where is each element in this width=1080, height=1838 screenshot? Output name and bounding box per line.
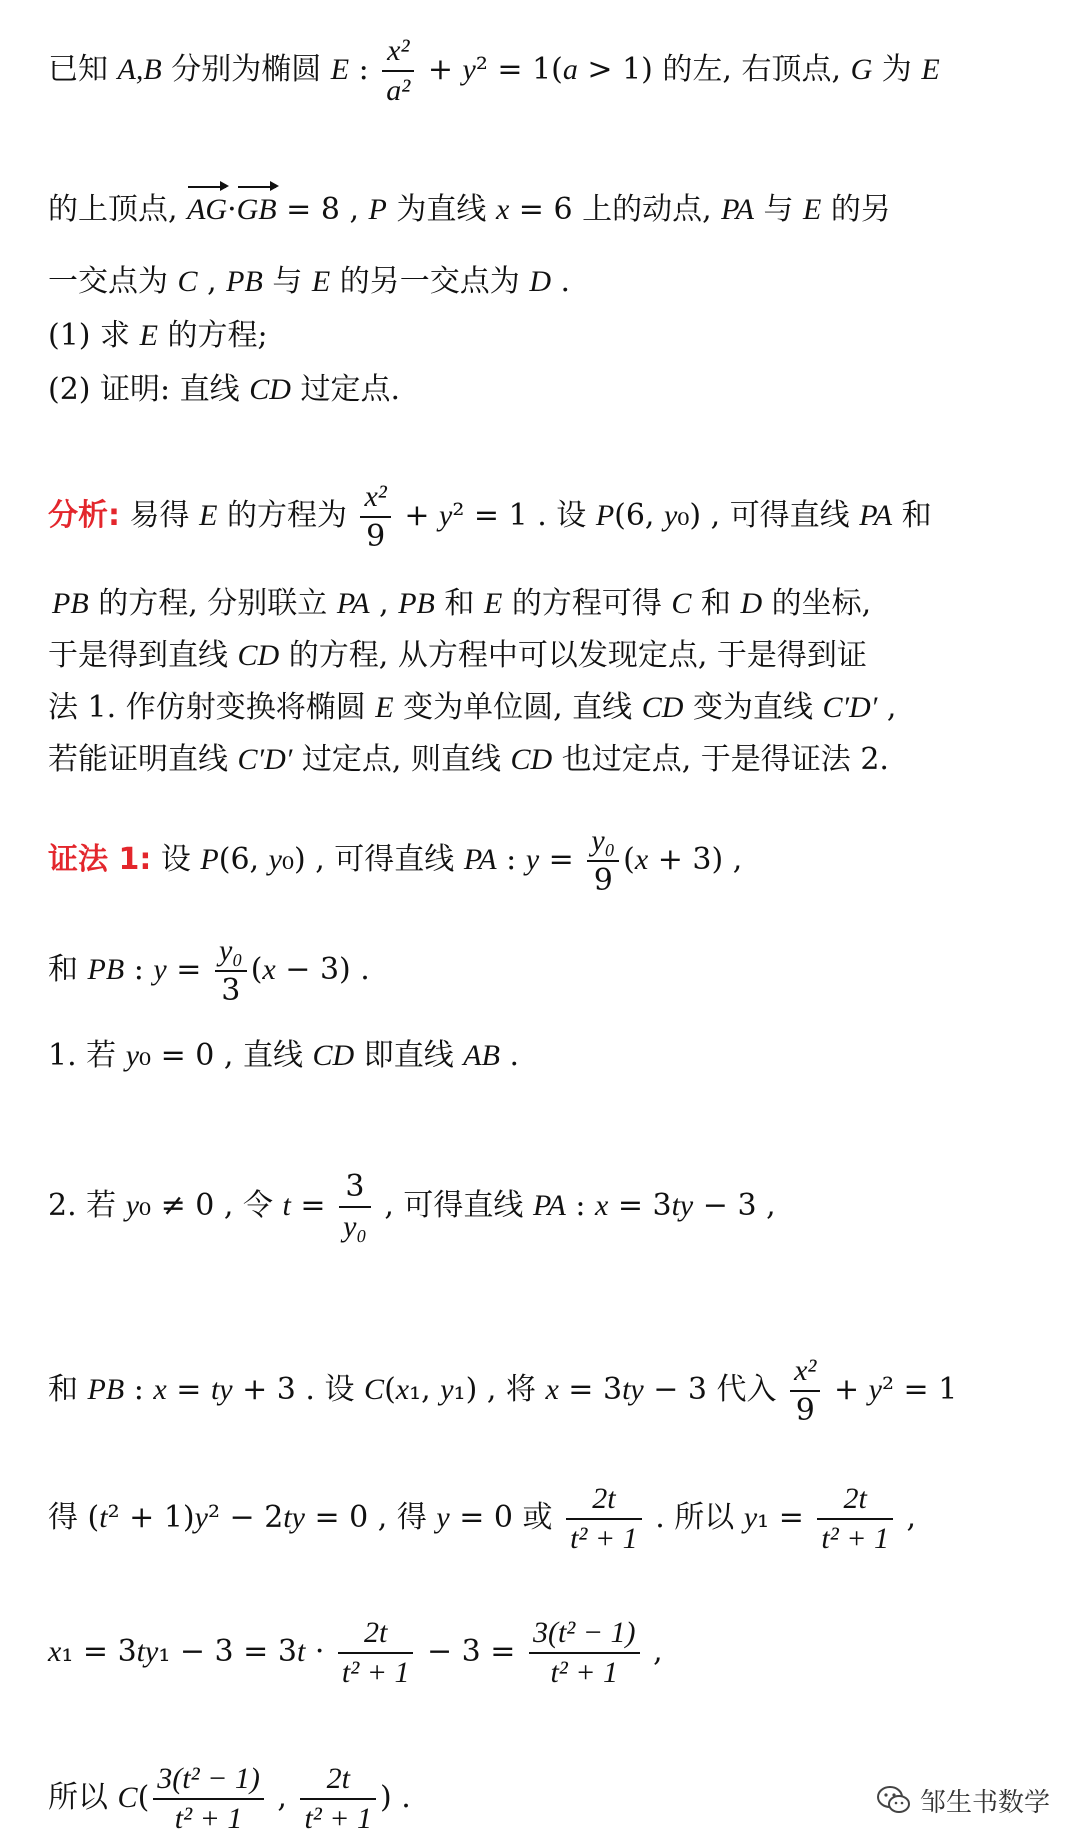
analysis-line-2: PB 的方程, 分别联立 PA , PB 和 E 的方程可得 C 和 D 的坐标, xyxy=(52,586,872,621)
fraction: $\frac{2t}{\text{t² + 1}}$ xyxy=(817,1480,893,1558)
fraction: $\frac{2t}{\text{t² + 1}}$ xyxy=(338,1614,414,1692)
proof1-line-3: 和 PB : x = ty + 3 . 设 C(x₁, y₁) , 将 x = 3ty − 3 代入 $\frac{\text{x²}}{9}$ + y² = 1 xyxy=(48,1354,958,1428)
analysis-line-1: 分析: 易得 E 的方程为 $\frac{\text{x²}}{9}$ + y² = 1 . 设 P(6, y₀) , 可得直线 PA 和 xyxy=(48,480,932,554)
fraction: $\frac{\text{x²}}{\text{a²}}$ xyxy=(382,32,414,110)
question-1: (1) 求 E 的方程; xyxy=(48,318,268,353)
watermark xyxy=(876,1780,1050,1820)
fraction: $\frac{\text{x²}}{9}$ xyxy=(790,1352,820,1430)
fraction: $\frac{\text{x²}}{9}$ xyxy=(360,478,390,556)
fraction: $\frac{2t}{\text{t² + 1}}$ xyxy=(566,1480,642,1558)
fraction: $\frac{3}{\text{y₀}}$ xyxy=(339,1168,371,1246)
proof1-case-2: 2. 若 y₀ ≠ 0 , 令 t = $\frac{3}{\text{y₀}}$ , 可得直线 PA : x = 3ty − 3 , xyxy=(48,1168,776,1246)
fraction: $\frac{\text{y₀}}{3}$ xyxy=(215,932,247,1010)
analysis-line-3: 于是得到直线 CD 的方程, 从方程中可以发现定点, 于是得到证 xyxy=(48,638,867,673)
proof1-line-4: 得 (t² + 1)y² − 2ty = 0 , 得 y = 0 或 $\frac{2t}{\text{t² + 1}}$ . 所以 y₁ = $\frac{2t}{\text{t² + 1}}$ , xyxy=(48,1480,916,1558)
analysis-label: 分析: xyxy=(48,498,120,533)
proof1-line-2: 和 PB : y = $\frac{\text{y₀}}{3}$ (x − 3) . xyxy=(48,934,370,1008)
math: E xyxy=(330,53,350,86)
question-2: (2) 证明: 直线 CD 过定点. xyxy=(48,372,400,407)
watermark-text: 邹生书数学 xyxy=(919,1787,1050,1818)
proof1-line-6: 所以 C( $\frac{\text{3(t² − 1)}}{\text{t² + 1}}$ , $\frac{2t}{\text{t² + 1}}$ ) . xyxy=(48,1760,411,1838)
problem-line-1: 已知 A,B 分别为椭圆 E : $\frac{\text{x²}}{\text{a²}}$ + y² = 1(a > 1) 的左, 右顶点, G 为 E xyxy=(48,32,940,110)
text: 已知 xyxy=(48,52,118,87)
proof1-line-1: 证法 1: 设 P(6, y₀) , 可得直线 PA : y = $\frac{\text{y₀}}{9}$ (x + 3) , xyxy=(48,824,743,898)
problem-line-2: 的上顶点, AG·GB = 8 , P 为直线 x = 6 上的动点, PA 与 E 的另 xyxy=(48,190,891,230)
fraction: $\frac{\text{3(t² − 1)}}{\text{t² + 1}}$ xyxy=(529,1614,640,1692)
text: : xyxy=(349,52,379,87)
fraction: $\frac{2t}{\text{t² + 1}}$ xyxy=(300,1760,376,1838)
analysis-line-4: 法 1. 作仿射变换将椭圆 E 变为单位圆, 直线 CD 变为直线 C′D′ , xyxy=(48,690,897,725)
fraction: $\frac{\text{3(t² − 1)}}{\text{t² + 1}}$ xyxy=(153,1760,264,1838)
vector-gb: GB xyxy=(237,190,277,230)
math: A,B xyxy=(117,53,162,86)
analysis-line-5: 若能证明直线 C′D′ 过定点, 则直线 CD 也过定点, 于是得证法 2. xyxy=(48,742,889,777)
proof1-case-1: 1. 若 y₀ = 0 , 直线 CD 即直线 AB . xyxy=(48,1038,520,1073)
fraction: $\frac{\text{y₀}}{9}$ xyxy=(587,822,619,900)
text: 分别为椭圆 xyxy=(161,52,331,87)
wechat-icon xyxy=(876,1785,912,1815)
proof1-line-5: x₁ = 3ty₁ − 3 = 3t · $\frac{2t}{\text{t² + 1}}$ − 3 = $\frac{\text{3(t² − 1)}}{\text{t² + 1}}$ , xyxy=(48,1614,663,1692)
proof1-label: 证法 1: xyxy=(48,842,152,877)
vector-ag: AG xyxy=(187,190,227,230)
problem-line-3: 一交点为 C , PB 与 E 的另一交点为 D . xyxy=(48,264,571,299)
